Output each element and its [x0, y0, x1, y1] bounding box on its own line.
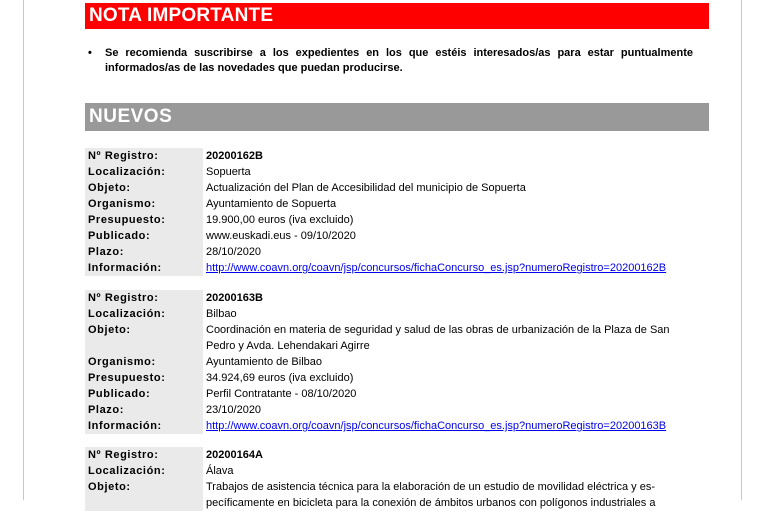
row-registro	[85, 148, 709, 164]
row-publicado	[85, 228, 709, 244]
row-organismo	[85, 354, 709, 370]
value-organismo: Ayuntamiento de Bilbao	[206, 356, 322, 368]
row-localizacion	[85, 463, 709, 479]
concurso-entry	[85, 447, 709, 511]
informacion-link[interactable]: http://www.coavn.org/coavn/jsp/concursos/fichaConcurso_es.jsp?numeroRegistro=20200163B	[206, 420, 667, 432]
value-informacion	[203, 418, 709, 434]
row-localizacion	[85, 306, 709, 322]
value-registro: 20200164A	[206, 449, 263, 461]
value-publicado: www.euskadi.eus - 09/10/2020	[206, 230, 356, 242]
label-publicado: Publicado:	[85, 386, 203, 402]
row-objeto	[85, 322, 709, 354]
label-publicado: Publicado:	[85, 228, 203, 244]
label-informacion: Información:	[85, 260, 203, 276]
label-objeto: Objeto:	[85, 479, 203, 511]
label-plazo: Plazo:	[85, 244, 203, 260]
value-localizacion: Álava	[206, 465, 234, 477]
label-objeto: Objeto:	[85, 322, 203, 354]
nota-bullet-item	[88, 46, 693, 76]
value-presupuesto: 34.924,69 euros (iva excluido)	[206, 372, 354, 384]
value-registro: 20200162B	[206, 150, 263, 162]
label-localizacion: Localización:	[85, 306, 203, 322]
label-registro: Nº Registro:	[85, 447, 203, 463]
label-plazo: Plazo:	[85, 402, 203, 418]
value-registro: 20200163B	[206, 292, 263, 304]
value-publicado: Perfil Contratante - 08/10/2020	[206, 388, 357, 400]
value-organismo: Ayuntamiento de Sopuerta	[206, 198, 337, 210]
label-organismo: Organismo:	[85, 196, 203, 212]
row-registro	[85, 290, 709, 306]
value-informacion	[203, 260, 709, 276]
value-plazo: 28/10/2020	[206, 246, 262, 258]
row-publicado	[85, 386, 709, 402]
value-objeto: Coordinación en materia de seguridad y salud de las obras de urbanización de la Plaza de San Pedro y Avda. Lehendakari Agirre	[206, 324, 670, 352]
row-organismo	[85, 196, 709, 212]
label-registro: Nº Registro:	[85, 290, 203, 306]
row-presupuesto	[85, 212, 709, 228]
label-organismo: Organismo:	[85, 354, 203, 370]
value-presupuesto: 19.900,00 euros (iva excluido)	[206, 214, 354, 226]
label-presupuesto: Presupuesto:	[85, 370, 203, 386]
nota-text: Se recomienda suscribirse a los expedientes en los que estéis interesados/as para estar puntualmente informados/as de las novedades que puedan producirse.	[105, 47, 693, 74]
row-objeto	[85, 180, 709, 196]
value-localizacion: Bilbao	[206, 308, 237, 320]
concurso-entry	[85, 290, 709, 434]
concurso-entry	[85, 148, 709, 276]
value-plazo: 23/10/2020	[206, 404, 262, 416]
label-informacion: Información:	[85, 418, 203, 434]
row-localizacion	[85, 164, 709, 180]
row-objeto	[85, 479, 709, 511]
row-plazo	[85, 402, 709, 418]
row-informacion	[85, 260, 709, 276]
bullet-icon: •	[88, 47, 92, 59]
row-registro	[85, 447, 709, 463]
label-registro: Nº Registro:	[85, 148, 203, 164]
label-presupuesto: Presupuesto:	[85, 212, 203, 228]
value-objeto: Trabajos de asistencia técnica para la elaboración de un estudio de movilidad eléctrica y es-pecíficamente en bicicleta para la conexión de ámbitos urbanos con polígonos industriales a	[206, 481, 656, 509]
value-localizacion: Sopuerta	[206, 166, 251, 178]
label-objeto: Objeto:	[85, 180, 203, 196]
row-informacion	[85, 418, 709, 434]
informacion-link[interactable]: http://www.coavn.org/coavn/jsp/concursos/fichaConcurso_es.jsp?numeroRegistro=20200162B	[206, 262, 667, 274]
value-objeto: Actualización del Plan de Accesibilidad del municipio de Sopuerta	[206, 182, 526, 194]
row-presupuesto	[85, 370, 709, 386]
nuevos-banner: NUEVOS	[85, 103, 709, 131]
label-localizacion: Localización:	[85, 164, 203, 180]
nota-importante-banner: NOTA IMPORTANTE	[85, 3, 709, 29]
label-localizacion: Localización:	[85, 463, 203, 479]
row-plazo	[85, 244, 709, 260]
